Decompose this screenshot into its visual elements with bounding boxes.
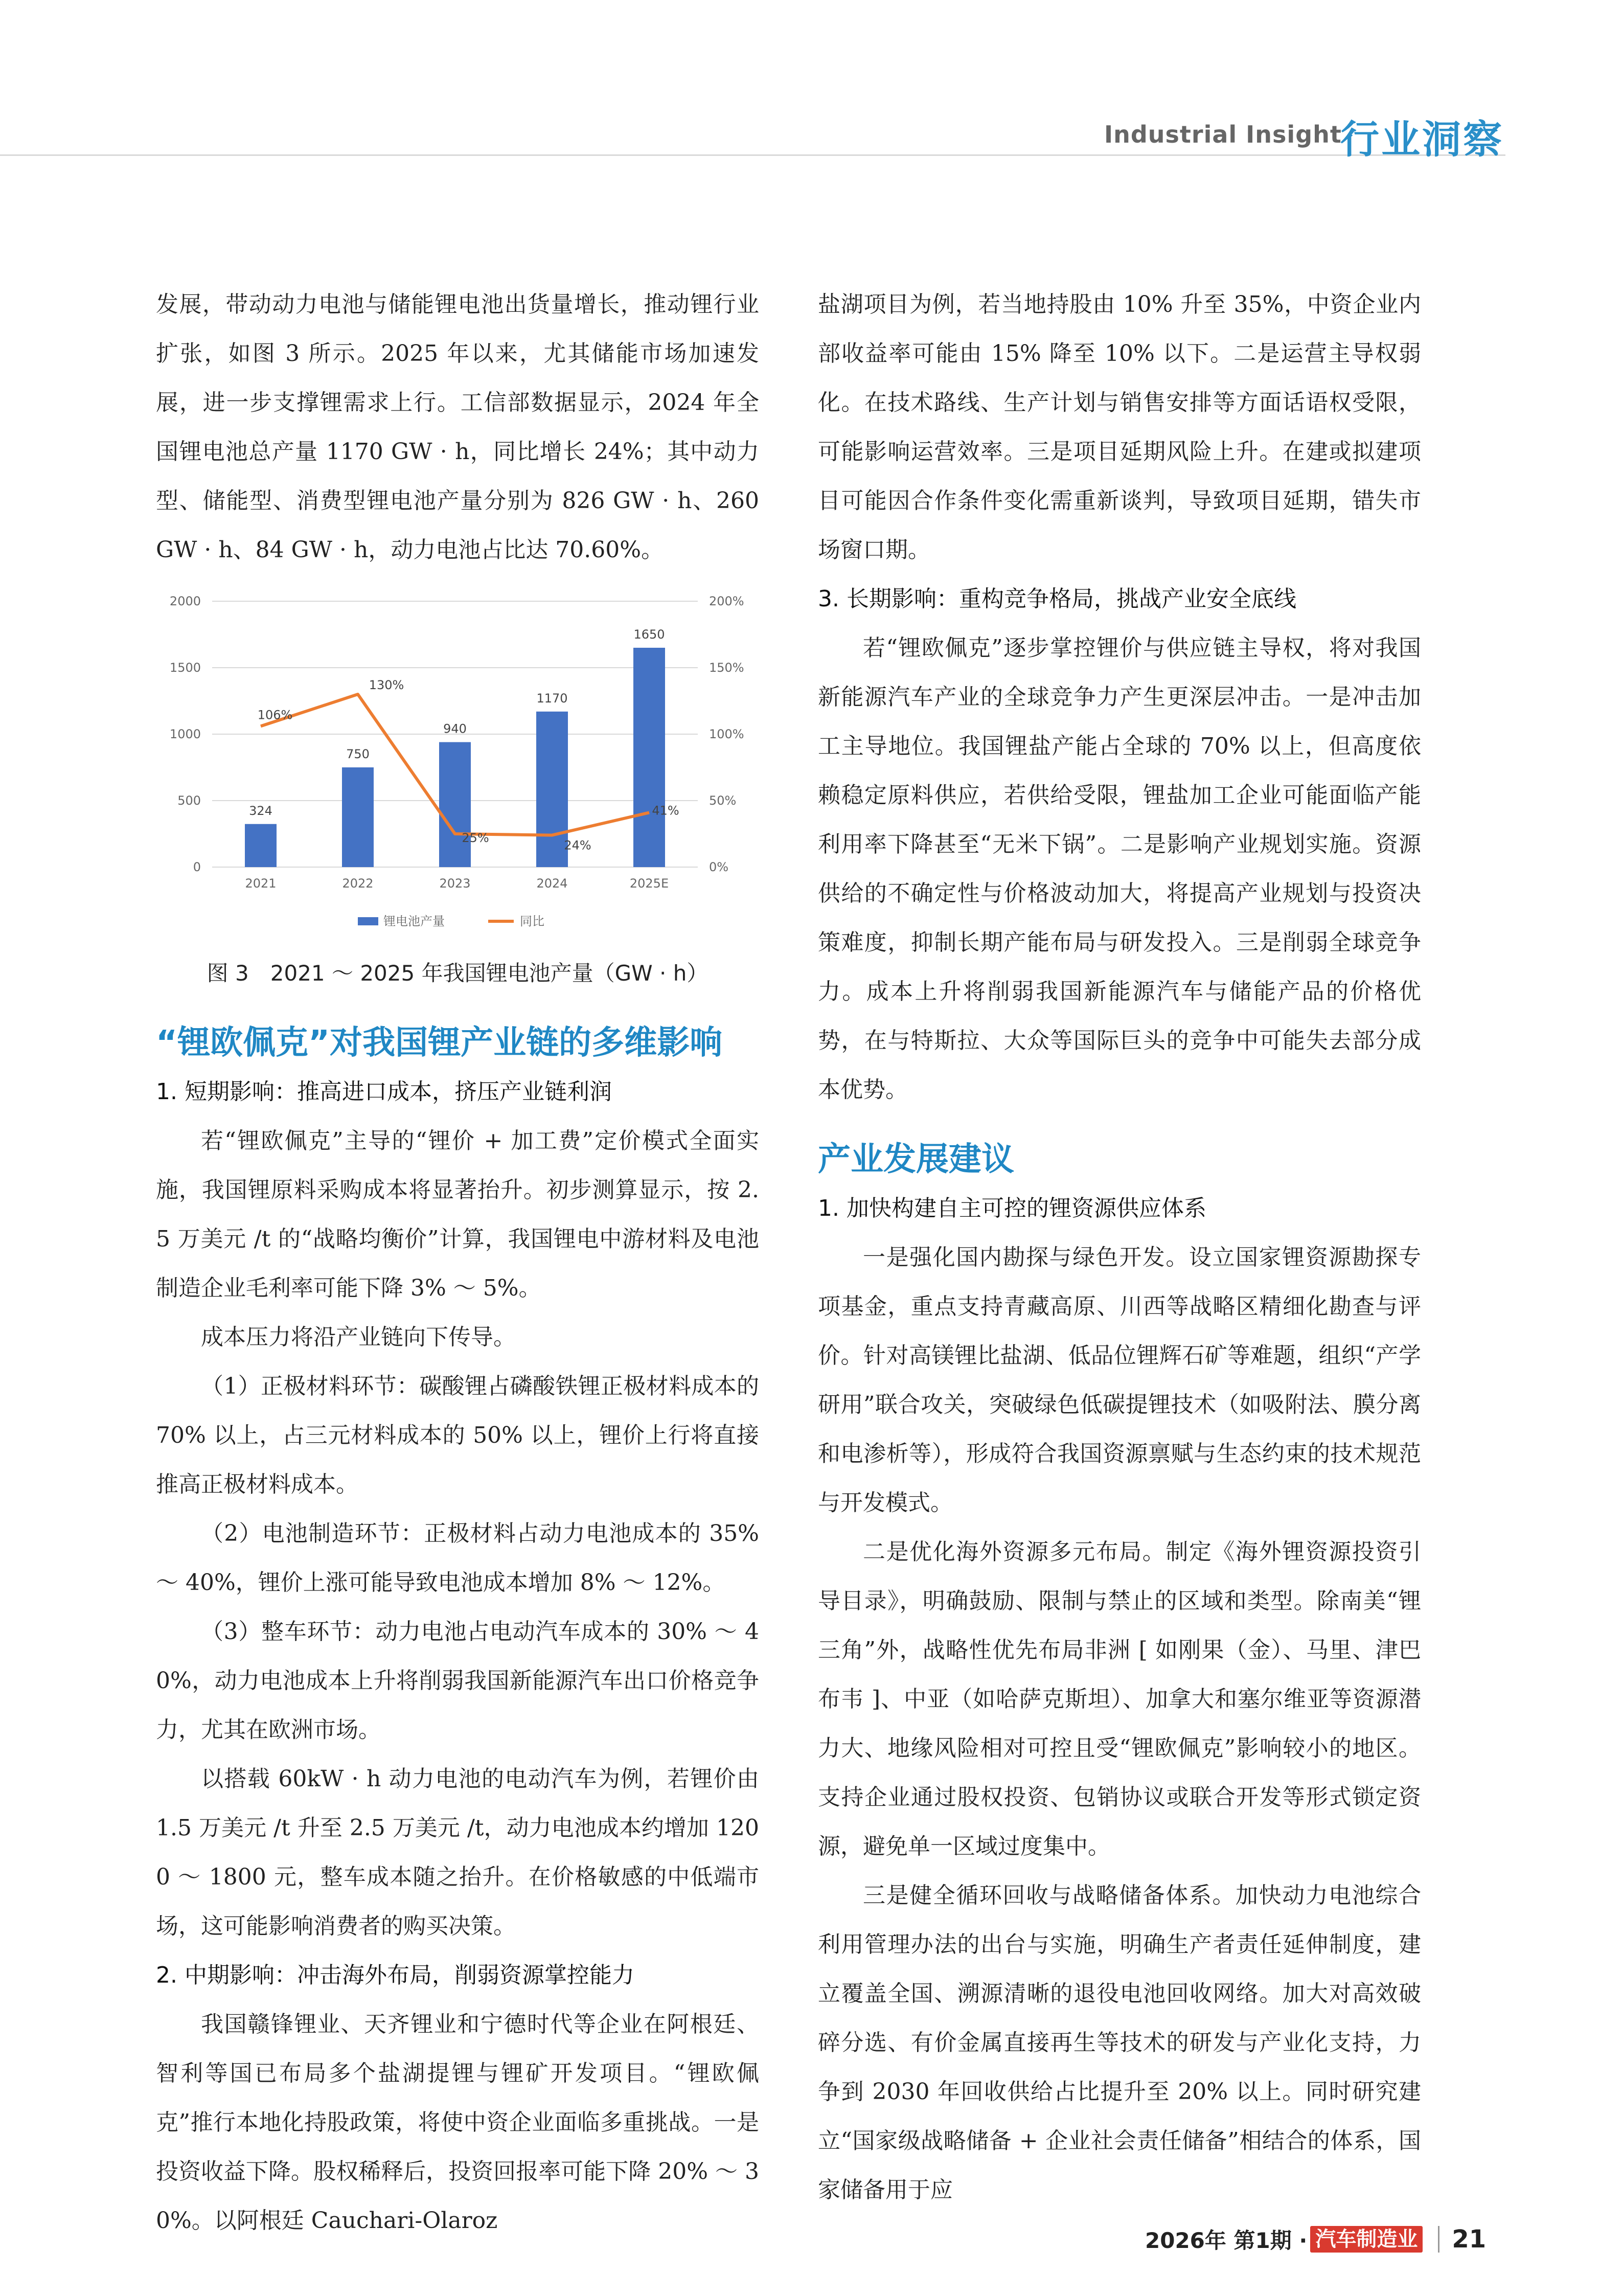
chart-line-label: 41% [652,803,679,818]
left-axis-tick-label: 0 [193,860,201,874]
chart-line-label: 130% [369,678,404,692]
header-rule [0,154,1505,156]
right-axis-tick-label: 100% [709,727,744,741]
chart-bar [439,742,471,867]
subheading-short-term: 1. 短期影响：推高进口成本，挤压产业链利润 [156,1079,612,1105]
header-section-cn: 行业洞察 [1340,117,1504,162]
chart-line-label: 24% [564,838,591,853]
x-axis-tick-label: 2024 [536,876,568,891]
paragraph-mid-term: 我国赣锋锂业、天齐锂业和宁德时代等企业在阿根廷、智利等国已布局多个盐湖提锂与锂矿开发项目。“锂欧佩克”推行本地化持股政策，将使中资企业面临多重挑战。一是投资收益下降。股权稀释后，投资回报率可能下降 20% ～ 30%。以阿根廷 Cauchari-Olaroz [156,2011,759,2234]
subheading-long-term: 3. 长期影响：重构竞争格局，挑战产业安全底线 [818,586,1296,612]
section-title-impact: “锂欧佩克”对我国锂产业链的多维影响 [156,1024,723,1062]
legend-bar-label: 锂电池产量 [383,914,445,928]
paragraph-mid-term-cont: 盐湖项目为例，若当地持股由 10% 升至 35%，中资企业内部收益率可能由 15% 降至 10% 以下。二是运营主导权弱化。在技术路线、生产计划与销售安排等方面话语权受限，可能影响运营效率。三是项目延期风险上升。在建或拟建项目可能因合作条件变化需重新谈判，导致项目延期，错失市场窗口期。 [818,291,1421,563]
x-axis-tick-label: 2025E [629,876,669,891]
right-axis-tick-label: 150% [709,661,744,675]
subheading-supply-system: 1. 加快构建自主可控的锂资源供应体系 [818,1195,1206,1221]
chart-bar-label: 750 [346,747,370,761]
chart-bar-label: 324 [249,803,272,818]
left-axis-tick-label: 1000 [169,727,201,741]
x-axis-tick-label: 2022 [342,876,374,891]
paragraph-domestic: 一是强化国内勘探与绿色开发。设立国家锂资源勘探专项基金，重点支持青藏高原、川西等战略区精细化勘查与评价。针对高镁锂比盐湖、低品位锂辉石矿等难题，组织“产学研用”联合攻关，突破绿色低碳提锂技术（如吸附法、膜分离和电渗析等），形成符合我国资源禀赋与生态约束的技术规范与开发模式。 [818,1244,1421,1516]
chart-bar [633,648,665,867]
right-axis-tick-label: 200% [709,594,744,608]
header-section-en: Industrial Insight [1104,121,1342,148]
section-title-suggestions: 产业发展建议 [818,1141,1014,1178]
chart-right-axis [709,594,744,874]
paragraph-battery: （2）电池制造环节：正极材料占动力电池成本的 35% ～ 40%，锂价上涨可能导致电池成本增加 8% ～ 12%。 [156,1520,759,1596]
magazine-logo: 汽车制造业 [1310,2226,1423,2253]
figure-caption: 图 3 2021 ～ 2025 年我国锂电池产量（GW · h） [207,961,708,986]
paragraph-long-term: 若“锂欧佩克”逐步掌控锂价与供应链主导权，将对我国新能源汽车产业的全球竞争力产生更深层冲击。一是冲击加工主导地位。我国锂盐产能占全球的 70% 以上，但高度依赖稳定原料供应，若供给受限，锂盐加工企业可能面临产能利用率下降甚至“无米下锅”。二是影响产业规划实施。资源供给的不确定性与价格波动加大，将提高产业规划与投资决策难度，抑制长期产能布局与研发投入。三是削弱全球竞争力。成本上升将削弱我国新能源汽车与储能产品的价格优势，在与特斯拉、大众等国际巨头的竞争中可能失去部分成本优势。 [818,635,1421,1103]
legend-bar-swatch [358,917,378,925]
chart-x-axis [245,876,669,891]
right-axis-tick-label: 50% [709,793,737,808]
x-axis-tick-label: 2021 [245,876,277,891]
page-number: 21 [1452,2225,1487,2254]
legend-line-label: 同比 [520,914,544,928]
paragraph-cathode: （1）正极材料环节：碳酸锂占磷酸铁锂正极材料成本的 70% 以上，占三元材料成本的 50% 以上，锂价上行将直接推高正极材料成本。 [156,1373,759,1497]
right-axis-tick-label: 0% [709,860,729,874]
paragraph-vehicle: （3）整车环节：动力电池占电动汽车成本的 30% ～ 40%，动力电池成本上升将削弱我国新能源汽车出口价格竞争力，尤其在欧洲市场。 [156,1619,759,1743]
paragraph-short-term-2: 成本压力将沿产业链向下传导。 [201,1324,516,1350]
paragraph-short-term-1: 若“锂欧佩克”主导的“锂价 + 加工费”定价模式全面实施，我国锂原料采购成本将显著抬升。初步测算显示，按 2.5 万美元 /t 的“战略均衡价”计算，我国锂电中游材料及电池制造企业毛利率可能下降 3% ～ 5%。 [156,1128,759,1301]
left-intro-paragraph: 发展，带动动力电池与储能锂电池出货量增长，推动锂行业扩张，如图 3 所示。2025 年以来，尤其储能市场加速发展，进一步支撑锂需求上行。工信部数据显示，2024 年全国锂电池总产量 1170 GW · h，同比增长 24%；其中动力型、储能型、消费型锂电池产量分别为 826 GW · h、260 GW · h、84 GW · h，动力电池占比达 70.60%。 [156,291,759,563]
paragraph-example: 以搭载 60kW · h 动力电池的电动汽车为例，若锂价由 1.5 万美元 /t 升至 2.5 万美元 /t，动力电池成本约增加 1200 ～ 1800 元，整车成本随之抬升。在价格敏感的中低端市场，这可能影响消费者的购买决策。 [156,1766,759,1939]
footer-divider [1438,2226,1439,2253]
chart-bar-label: 1650 [633,627,665,642]
chart-bar [342,767,374,867]
paragraph-recycling: 三是健全循环回收与战略储备体系。加快动力电池综合利用管理办法的出台与实施，明确生产者责任延伸制度，建立覆盖全国、溯源清晰的退役电池回收网络。加大对高效破碎分选、有价金属直接再生等技术的研发与产业化支持，力争到 2030 年回收供给占比提升至 20% 以上。同时研究建立“国家级战略储备 + 企业社会责任储备”相结合的体系，国家储备用于应 [818,1882,1421,2203]
left-axis-tick-label: 500 [177,793,201,808]
footer-issue: 2026年 第1期 · [1145,2228,1308,2253]
left-axis-tick-label: 2000 [169,594,201,608]
chart-bar-label: 940 [443,721,467,736]
chart-bar-label: 1170 [536,691,568,706]
lithium-battery-output-chart [156,581,759,949]
chart-line-label: 25% [462,831,489,845]
chart-svg [156,581,759,949]
chart-left-axis [170,594,201,874]
subheading-mid-term: 2. 中期影响：冲击海外布局，削弱资源掌控能力 [156,1962,634,1988]
paragraph-overseas: 二是优化海外资源多元布局。制定《海外锂资源投资引导目录》，明确鼓励、限制与禁止的区域和类型。除南美“锂三角”外，战略性优先布局非洲 [ 如刚果（金）、马里、津巴布韦 ]、中亚（如哈萨克斯坦）、加拿大和塞尔维亚等资源潜力大、地缘风险相对可控且受“锂欧佩克”影响较小的地区。支持企业通过股权投资、包销协议或联合开发等形式锁定资源，避免单一区域过度集中。 [818,1539,1421,1859]
left-column [156,280,759,2245]
x-axis-tick-label: 2023 [439,876,471,891]
chart-legend [358,914,544,928]
right-column [818,280,1421,2215]
chart-bars [245,627,665,867]
left-axis-tick-label: 1500 [169,661,201,675]
page-footer [1145,2224,1486,2255]
chart-line-label: 106% [257,708,293,722]
chart-bar [245,824,277,867]
chart-bar [536,712,568,867]
